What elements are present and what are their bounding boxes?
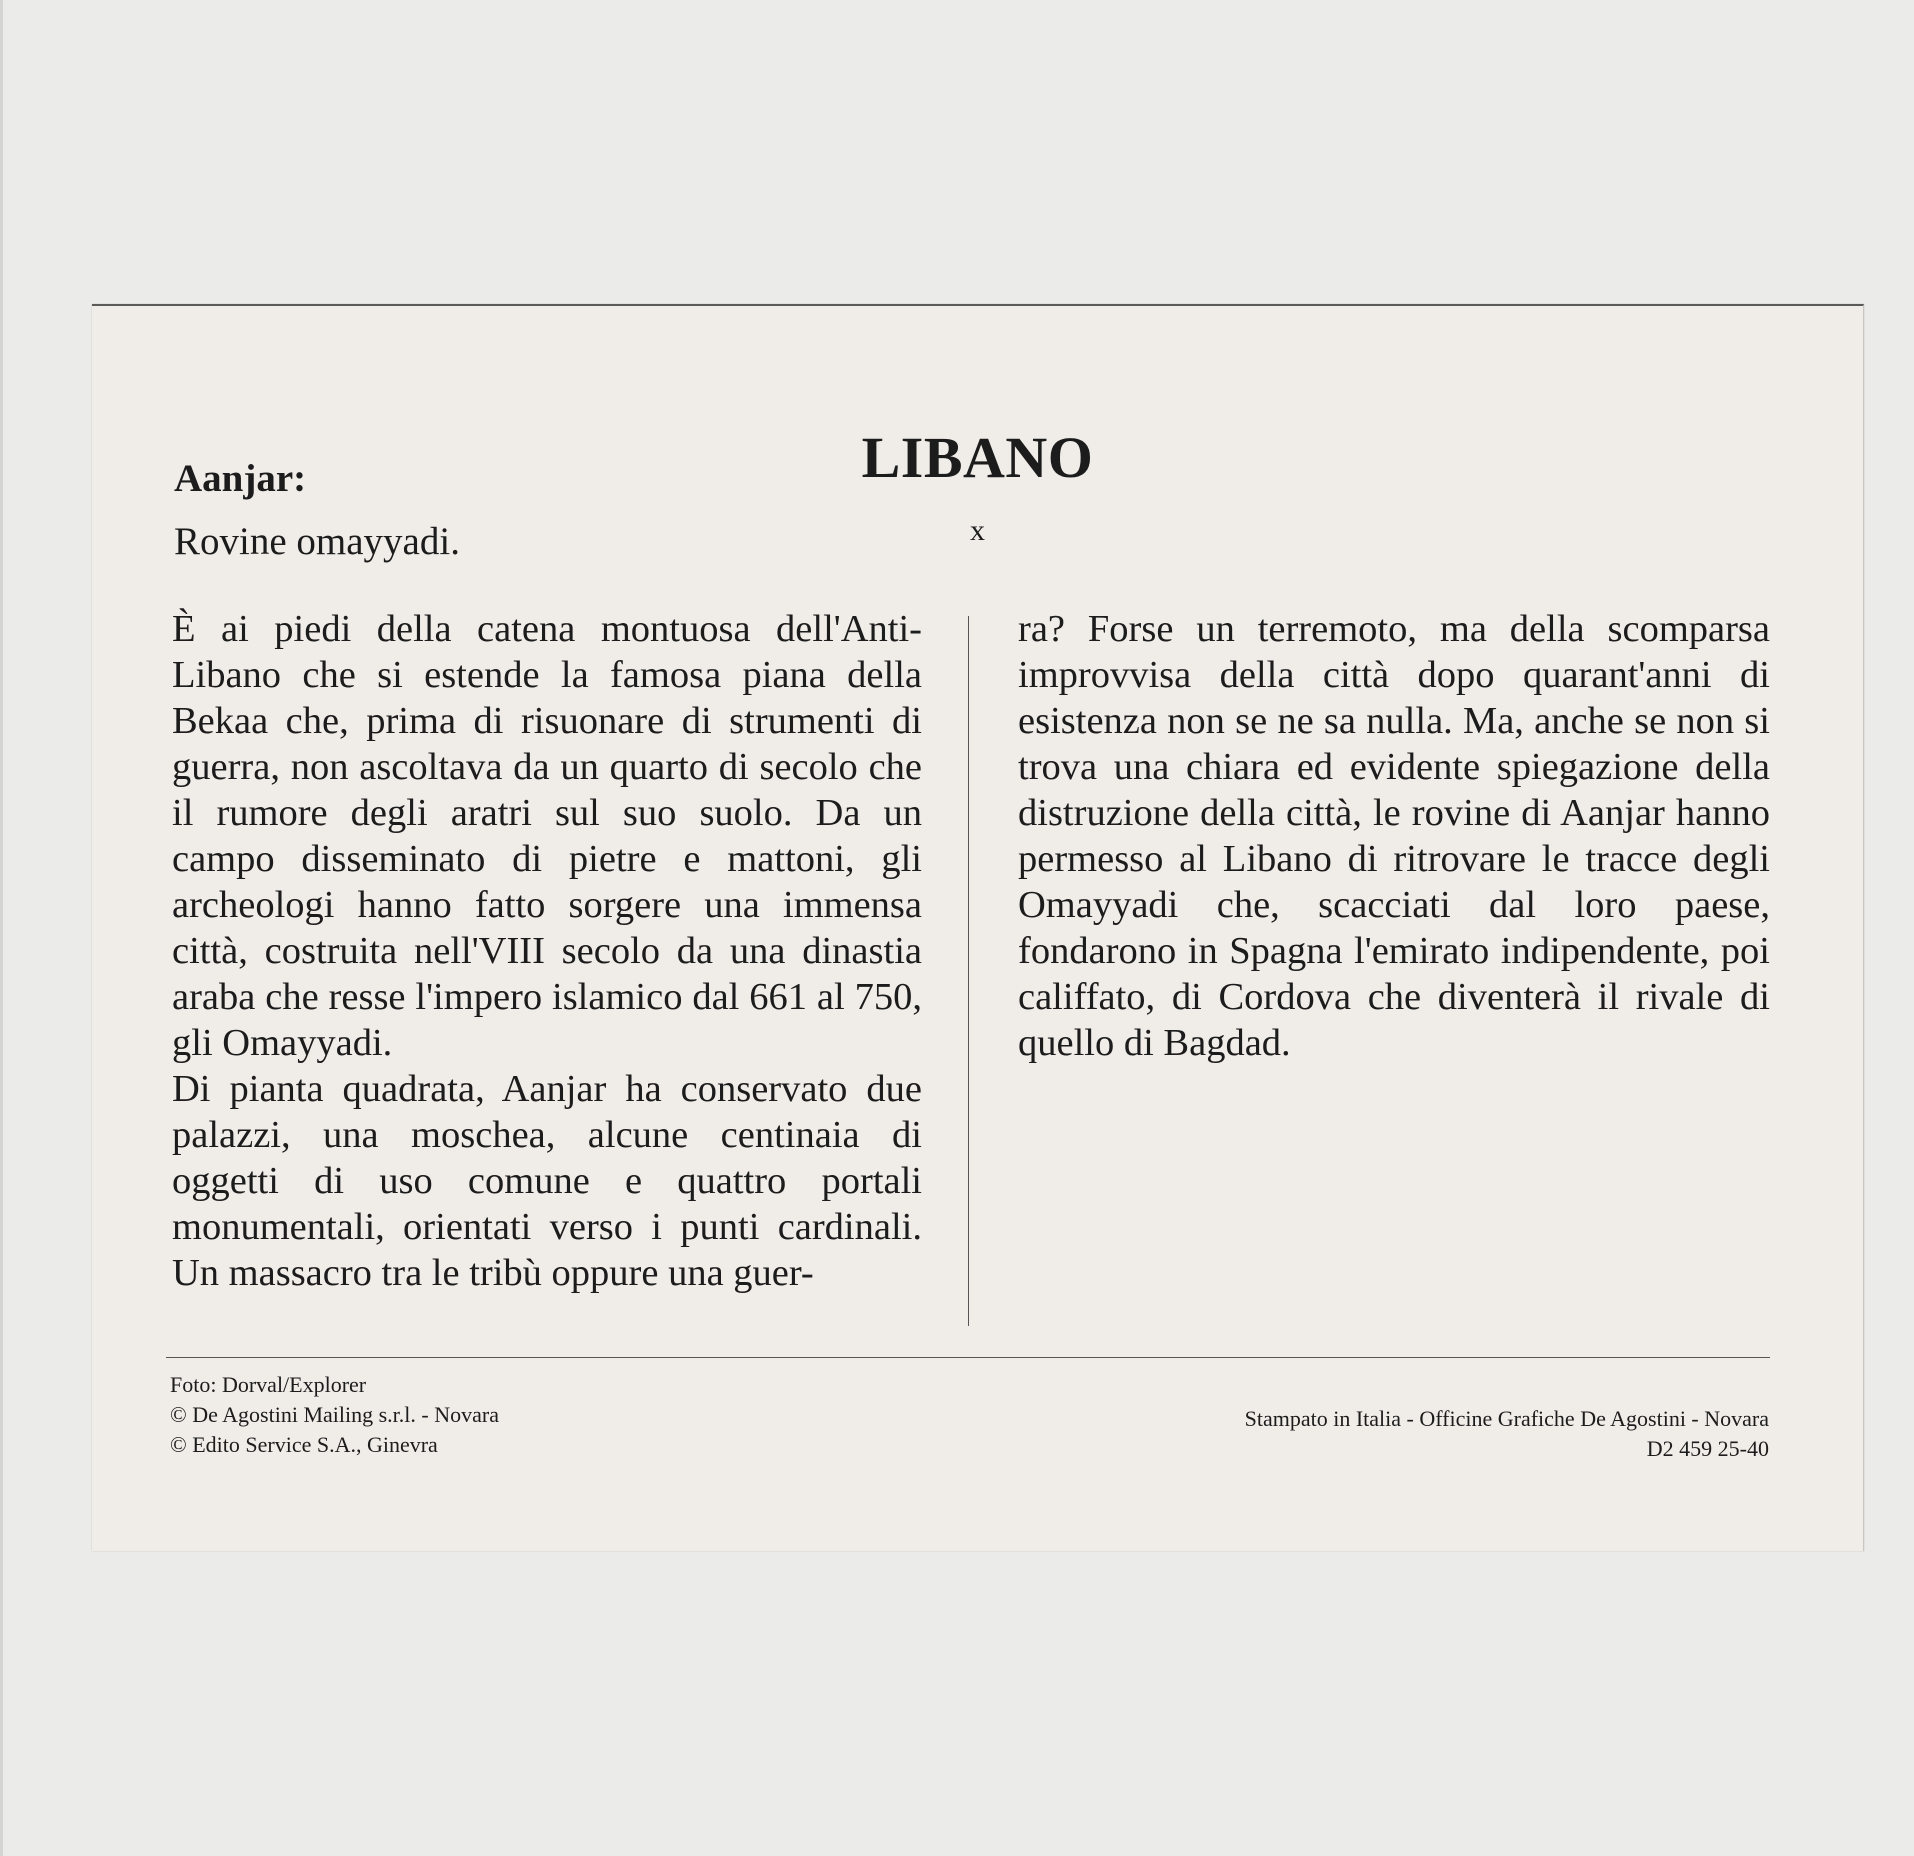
paragraph: ra? Forse un terremoto, ma della scomparsa improvvisa della città dopo quarant'anni di esistenza non se ne sa nulla. Ma, anche se non si trova una chiara ed evidente spiegazione della distruzione della città, le rovine di Aanjar hanno permesso al Libano di ritrovare le tracce degli Omayyadi che, scacciati dal loro paese, fondarono in Spagna l'emirato indipendente, poi califfato, di Cordova che diventerà il rivale di quello di Bagdad.	[1018, 608, 1770, 1064]
credit-line: © De Agostini Mailing s.r.l. - Novara	[170, 1402, 499, 1427]
photo-credits	[170, 1370, 499, 1460]
paragraph: È ai piedi della catena montuosa dell'Anti-Libano che si estende la famosa piana della Bekaa che, prima di risuonare di strumenti di guerra, non ascoltava da un quarto di secolo che il rumore degli aratri sul suo suolo. Da un campo disseminato di pietre e mattoni, gli archeologi hanno fatto sorgere una immensa città, costruita nell'VIII secolo da una dinastia araba che resse l'impero islamico dal 661 al 750, gli Omayyadi.	[172, 608, 922, 1064]
card-number: x	[970, 514, 985, 547]
column-divider	[968, 616, 969, 1326]
credit-line: Foto: Dorval/Explorer	[170, 1372, 367, 1397]
text-column-right	[1018, 606, 1770, 1066]
product-code: D2 459 25-40	[1646, 1436, 1769, 1461]
card-title: LIBANO	[861, 425, 1094, 490]
paragraph: Di pianta quadrata, Aanjar ha conservato due palazzi, una moschea, alcune centinaia di oggetti di uso comune e quattro portali monumentali, orientati verso i punti cardinali. Un massacro tra le tribù oppure una guer-	[172, 1068, 922, 1294]
credit-line: © Edito Service S.A., Ginevra	[170, 1432, 438, 1457]
place-subtitle: Rovine omayyadi.	[174, 520, 460, 563]
footer-rule	[166, 1357, 1770, 1358]
postcard-back	[92, 304, 1864, 1551]
printer-info	[1245, 1404, 1769, 1464]
printer-line: Stampato in Italia - Officine Grafiche De Agostini - Novara	[1244, 1406, 1769, 1431]
text-column-left	[172, 606, 922, 1296]
place-heading: Aanjar:	[174, 457, 307, 500]
scan-edge	[0, 0, 3, 1856]
